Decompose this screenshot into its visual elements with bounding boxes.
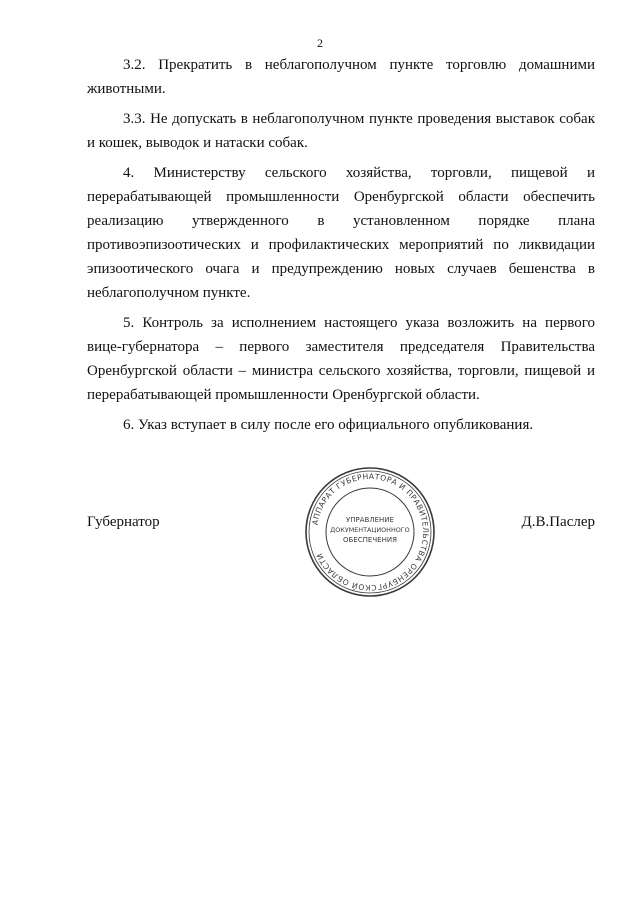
page-number: 2 bbox=[317, 36, 323, 50]
signature-name: Д.В.Паслер bbox=[521, 514, 595, 530]
paragraph-6: 6. Указ вступает в силу после его официального опубликования. bbox=[123, 417, 534, 433]
official-stamp bbox=[302, 464, 438, 600]
paragraph-3-3: 3.3. Не допускать в неблагополучном пункте проведения выставок собак и кошек, выводок и натаски собак. bbox=[87, 111, 595, 151]
paragraph-3-2: 3.2. Прекратить в неблагополучном пункте торговлю домашними животными. bbox=[87, 57, 595, 97]
stamp-center-line-2: ДОКУМЕНТАЦИОННОГО bbox=[330, 526, 410, 534]
signature-role: Губернатор bbox=[87, 514, 160, 530]
stamp-ring-text: АППАРАТ ГУБЕРНАТОРА И ПРАВИТЕЛЬСТВА ОРЕНБУРГСКОЙ ОБЛАСТИ bbox=[310, 471, 431, 593]
document-body bbox=[87, 53, 595, 443]
paragraph-4: 4. Министерству сельского хозяйства, торговли, пищевой и перерабатывающей промышленности Оренбургской области обеспечить реализацию утвержденного в установленном порядке плана противоэпизоотических и профилактических мероприятий по ликвидации эпизоотического очага и предупреждению новых случаев бешенства в неблагополучном пункте. bbox=[87, 165, 595, 301]
stamp-center-line-1: УПРАВЛЕНИЕ bbox=[346, 516, 394, 524]
paragraph-5: 5. Контроль за исполнением настоящего указа возложить на первого вице-губернатора – первого заместителя председателя Правительства Оренбургской области – министра сельского хозяйства, торговли, пищевой и перерабатывающей промышленности Оренбургской области. bbox=[87, 315, 595, 403]
stamp-center-line-3: ОБЕСПЕЧЕНИЯ bbox=[343, 536, 397, 544]
stamp-seal-icon bbox=[302, 464, 438, 600]
